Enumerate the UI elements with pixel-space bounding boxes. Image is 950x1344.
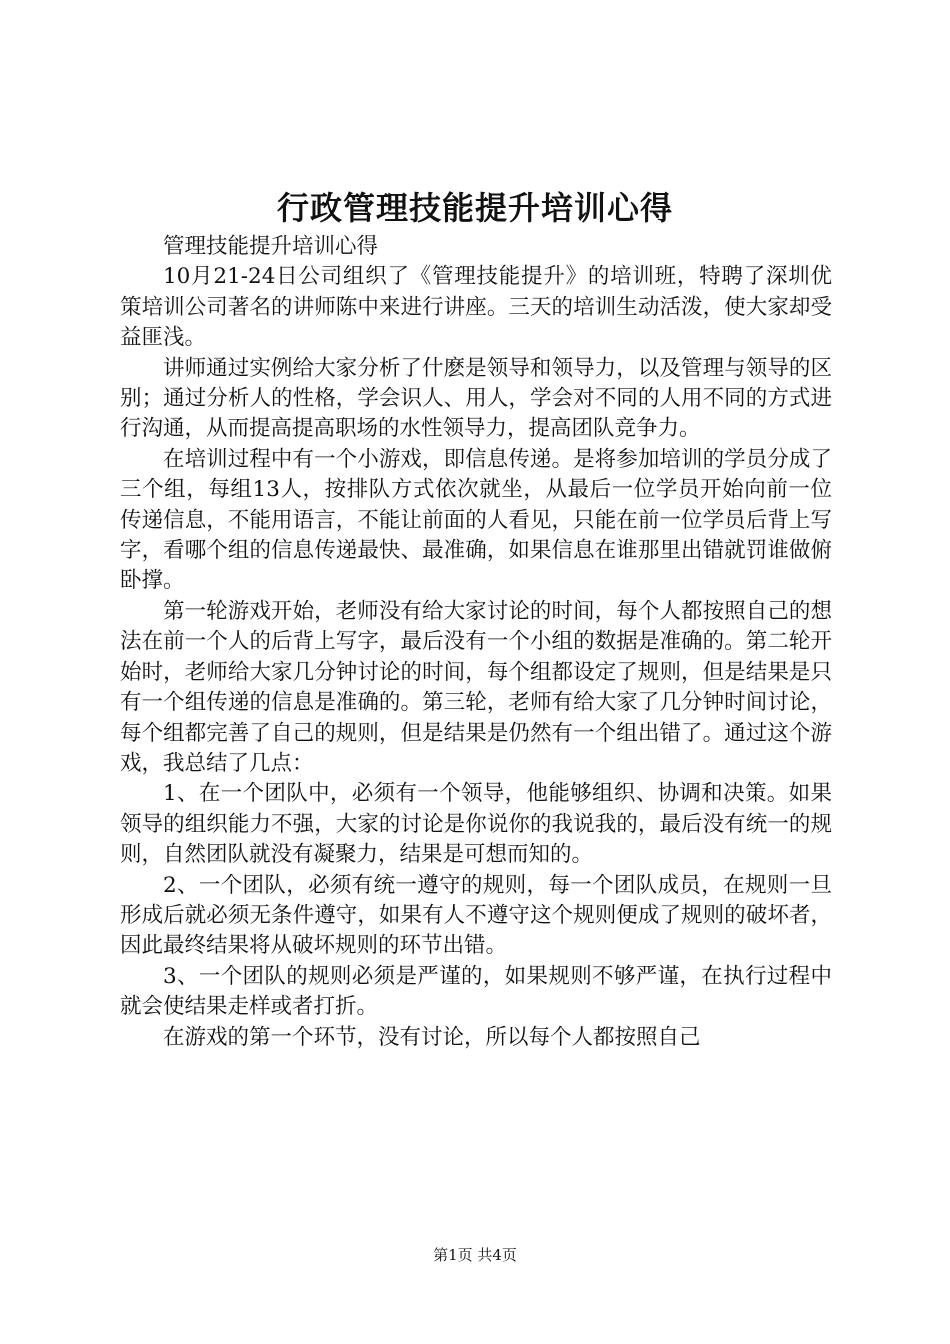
paragraph: 管理技能提升培训心得 — [163, 234, 379, 259]
paragraph: 2、一个团队，必须有统一遵守的规则，每一个团队成员，在规则一旦形成后就必须无条件遵守，如果有人不遵守这个规则便成了规则的破坏者，因此最终结果将从破坏规则的环节出错。 — [120, 872, 832, 959]
page-footer: 第1页 共4页 — [433, 1246, 517, 1264]
paragraph: 在培训过程中有一个小游戏，即信息传递。是将参加培训的学员分成了三个组，每组13人，按排队方式依次就坐，从最后一位学员开始向前一位传递信息，不能用语言，不能让前面的人看见，只能在前一位学员后背上写字，看哪个组的信息传递最快、最准确，如果信息在谁那里出错就罚谁做俯卧撑。 — [120, 446, 832, 594]
document-title: 行政管理技能提升培训心得 — [276, 189, 673, 227]
paragraph: 在游戏的第一个环节，没有讨论，所以每个人都按照自己 — [163, 1024, 701, 1050]
paragraph: 10月21-24日公司组织了《管理技能提升》的培训班，特聘了深圳优策培训公司著名的讲师陈中来进行讲座。三天的培训生动活泼，使大家却受益匪浅。 — [120, 264, 832, 351]
paragraph: 讲师通过实例给大家分析了什麽是领导和领导力，以及管理与领导的区别；通过分析人的性格，学会识人、用人，学会对不同的人用不同的方式进行沟通，从而提高提高职场的水性领导力，提高团队竞争力。 — [120, 355, 832, 442]
document-body — [120, 232, 832, 1053]
paragraph: 1、在一个团队中，必须有一个领导，他能够组织、协调和决策。如果领导的组织能力不强，大家的讨论是你说你的我说我的，最后没有统一的规则，自然团队就没有凝聚力，结果是可想而知的。 — [120, 781, 832, 868]
paragraph: 3、一个团队的规则必须是严谨的，如果规则不够严谨，在执行过程中就会使结果走样或者打折。 — [120, 963, 832, 1020]
paragraph: 第一轮游戏开始，老师没有给大家讨论的时间，每个人都按照自己的想法在前一个人的后背上写字，最后没有一个小组的数据是准确的。第二轮开始时，老师给大家几分钟讨论的时间，每个组都设定了规则，但是结果是只有一个组传递的信息是准确的。第三轮，老师有给大家了几分钟时间讨论，每个组都完善了自己的规则，但是结果是仍然有一个组出错了。通过这个游戏，我总结了几点： — [120, 598, 832, 776]
